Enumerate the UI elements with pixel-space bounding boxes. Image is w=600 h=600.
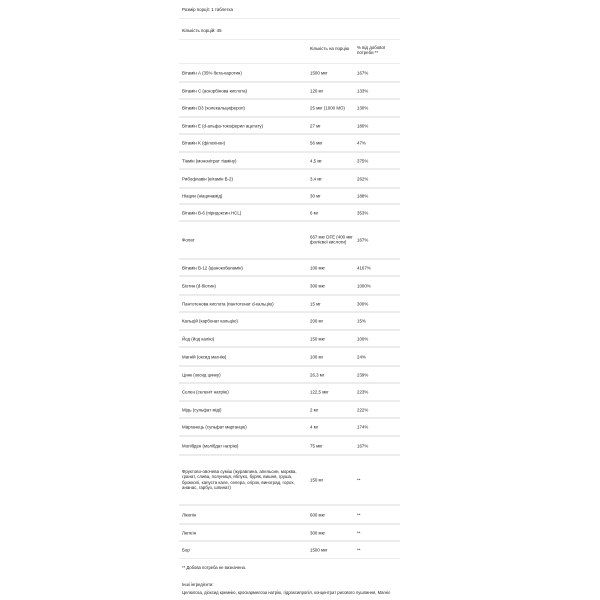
divider bbox=[179, 18, 400, 19]
nutrient-name: Вітамін В-6 (піридоксин HCL) bbox=[182, 209, 242, 215]
nutrient-dv: 47% bbox=[357, 140, 366, 146]
nutrient-name: Пантотенова кислота (пантотенат d-кальцію) bbox=[182, 300, 274, 306]
nutrient-name: Бор bbox=[182, 547, 190, 553]
nutrient-row bbox=[179, 221, 400, 259]
nutrient-row bbox=[179, 541, 400, 559]
nutrient-amount: 600 мкг bbox=[310, 511, 326, 517]
nutrient-dv: 130% bbox=[357, 105, 369, 111]
nutrient-row bbox=[179, 99, 400, 117]
nutrient-name: Лікопін bbox=[182, 511, 197, 517]
nutrient-dv: 262% bbox=[357, 175, 369, 181]
other-ingredients-title: Інші інгредієнти: bbox=[182, 582, 214, 587]
nutrient-amount: 150 мг bbox=[310, 477, 324, 483]
nutrient-row bbox=[179, 152, 400, 169]
nutrient-name: Кальцій (карбонат кальцію) bbox=[182, 318, 238, 324]
nutrient-dv: 133% bbox=[357, 87, 369, 93]
nutrient-row bbox=[179, 169, 400, 188]
servings-per-container: Кількість порцій: 45 bbox=[182, 28, 222, 33]
nutrient-amount: 667 мкг DFE (400 мкг фолієвої кислоти) bbox=[310, 234, 353, 245]
nutrient-dv: 1000% bbox=[357, 282, 371, 288]
nutrient-row bbox=[179, 455, 400, 505]
nutrient-name: Ніацин (ніацинамід) bbox=[182, 193, 223, 199]
footnote: ** Добова потреба не визначена. bbox=[182, 565, 247, 570]
nutrient-name: Селен (селеніт натрію) bbox=[182, 389, 229, 395]
divider bbox=[179, 39, 400, 40]
nutrient-amount: 27 мг bbox=[310, 122, 321, 128]
nutrient-dv: 15% bbox=[357, 318, 366, 324]
nutrient-row bbox=[179, 204, 400, 221]
nutrient-name: Цинк (оксид цинку) bbox=[182, 371, 221, 377]
nutrient-name: Тіамін (мононітрат тіаміну) bbox=[182, 157, 237, 163]
other-ingredients-text: Целюлоза, діоксид кремнію, кроскармелоза натрію, гідроксипропіл, концентрат рисового лушпиння, Магніє bbox=[182, 590, 391, 595]
column-dv-header: % від добової потреби ** bbox=[357, 45, 386, 56]
nutrient-dv: 24% bbox=[357, 353, 366, 359]
nutrient-name: Мідь (сульфат міді) bbox=[182, 406, 222, 412]
nutrient-dv: 167% bbox=[357, 442, 369, 448]
nutrient-name: Вітамін K (філохінон) bbox=[182, 140, 226, 146]
nutrient-dv: ** bbox=[357, 529, 361, 535]
nutrient-name: Вітамін D3 (холекальциферол) bbox=[182, 105, 245, 111]
nutrient-amount: 100 мкг bbox=[310, 264, 326, 270]
nutrient-name: Йод (йод калію) bbox=[182, 335, 215, 341]
nutrient-dv: ** bbox=[357, 477, 361, 483]
nutrient-row bbox=[179, 436, 400, 455]
nutrient-name: Фруктово-овочева суміш (журавлина, апельсин, морква, гранат, слива, полуниця, яблуко, буряк, вишня, груша, брокколі, капуста кале, селера, огірок, виноград, горох, ананас, гарбуз, шпинат) bbox=[182, 469, 297, 491]
nutrient-name: Біотин (d-біотин) bbox=[182, 282, 216, 288]
nutrient-amount: 150 мкг bbox=[310, 335, 326, 341]
nutrient-dv: 222% bbox=[357, 406, 369, 412]
nutrient-name: Марганець (сульфат марганцю) bbox=[182, 424, 247, 430]
nutrient-row bbox=[179, 347, 400, 366]
nutrient-amount: 4 мг bbox=[310, 424, 319, 430]
nutrient-row bbox=[179, 63, 400, 82]
nutrient-amount: 1500 мкг bbox=[310, 547, 328, 553]
column-amount-header: Кількість на порцію bbox=[310, 46, 350, 51]
nutrient-row bbox=[179, 383, 400, 401]
nutrient-amount: 15 мг bbox=[310, 300, 321, 306]
nutrient-dv: 167% bbox=[357, 237, 369, 243]
nutrient-name: Лютеїн bbox=[182, 529, 197, 535]
nutrient-dv: 239% bbox=[357, 371, 369, 377]
nutrient-amount: 3,4 мг bbox=[310, 175, 322, 181]
nutrient-amount: 122,5 мкг bbox=[310, 389, 329, 395]
nutrient-dv: 188% bbox=[357, 193, 369, 199]
nutrient-row bbox=[179, 259, 400, 276]
nutrient-dv: 100% bbox=[357, 335, 369, 341]
nutrient-name: Вітамін С (аскорбінова кислота) bbox=[182, 87, 247, 93]
nutrient-amount: 75 мкг bbox=[310, 442, 323, 448]
nutrient-row bbox=[179, 312, 400, 330]
nutrient-dv: 353% bbox=[357, 209, 369, 215]
nutrient-amount: 4,5 мг bbox=[310, 157, 322, 163]
nutrient-dv: 180% bbox=[357, 122, 369, 128]
nutrient-amount: 300 мкг bbox=[310, 529, 326, 535]
serving-size: Розмір порції: 1 таблетка bbox=[182, 7, 233, 12]
nutrient-row bbox=[179, 295, 400, 312]
nutrient-name: Магній (оксид магнію) bbox=[182, 353, 227, 359]
nutrient-row bbox=[179, 524, 400, 541]
nutrient-amount: 2 мг bbox=[310, 406, 319, 412]
nutrient-amount: 300 мкг bbox=[310, 282, 326, 288]
nutrient-dv: 174% bbox=[357, 424, 369, 430]
nutrient-dv: 167% bbox=[357, 69, 369, 75]
nutrient-dv: ** bbox=[357, 511, 361, 517]
nutrient-row bbox=[179, 401, 400, 418]
nutrient-row bbox=[179, 188, 400, 204]
nutrient-amount: 6 мг bbox=[310, 209, 319, 215]
nutrient-row bbox=[179, 82, 400, 99]
nutrient-amount: 56 мкг bbox=[310, 140, 323, 146]
nutrient-row bbox=[179, 134, 400, 152]
nutrient-dv: ** bbox=[357, 547, 361, 553]
nutrient-row bbox=[179, 505, 400, 524]
nutrient-amount: 100 мг bbox=[310, 353, 324, 359]
nutrient-row bbox=[179, 418, 400, 436]
nutrient-amount: 120 мг bbox=[310, 87, 324, 93]
nutrient-row bbox=[179, 330, 400, 347]
nutrient-row bbox=[179, 276, 400, 295]
nutrient-dv: 4167% bbox=[357, 264, 371, 270]
nutrient-amount: 1500 мкг bbox=[310, 69, 328, 75]
nutrient-dv: 300% bbox=[357, 300, 369, 306]
nutrient-name: Вітамін А (35% бета-каротин) bbox=[182, 69, 242, 75]
nutrient-name: Рибофлавін (вітамін В-2) bbox=[182, 175, 233, 181]
nutrient-name: Вітамін Е (d-альфа-токоферил ацетату) bbox=[182, 122, 264, 128]
nutrient-amount: 26,3 мг bbox=[310, 371, 325, 377]
nutrient-row bbox=[179, 366, 400, 383]
nutrient-name: Вітамін В-12 (ціанокобаламін) bbox=[182, 264, 243, 270]
nutrient-name: Фолат bbox=[182, 237, 195, 243]
nutrient-name: Молібден (молібдат натрію) bbox=[182, 442, 239, 448]
nutrient-row bbox=[179, 117, 400, 134]
nutrient-amount: 25 мкг (1000 МО) bbox=[310, 105, 345, 111]
nutrient-amount: 30 мг bbox=[310, 193, 321, 199]
nutrient-dv: 375% bbox=[357, 157, 369, 163]
nutrient-amount: 200 мг bbox=[310, 318, 324, 324]
nutrient-dv: 223% bbox=[357, 389, 369, 395]
